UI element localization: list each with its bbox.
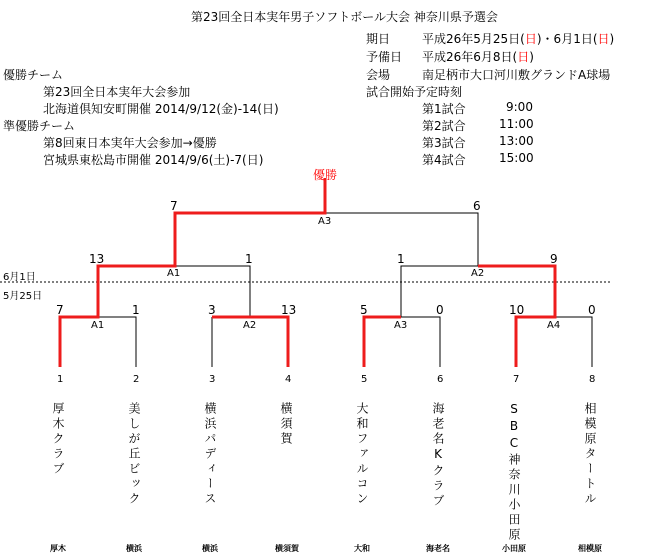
team-3-name: 横浜パディース [203, 402, 217, 507]
team-1-name: 厚木クラブ [51, 402, 65, 477]
venue-value: 南足柄市大口河川敷グランドA球場 [422, 68, 611, 82]
runnerup-heading: 準優勝チーム [3, 119, 76, 133]
winner-line2: 北海道倶知安町開催 2014/9/12(金)-14(日) [43, 102, 279, 116]
team-7-number: 7 [513, 374, 520, 385]
team-5-name: 大和ファルコン [355, 402, 369, 507]
winner-line1: 第23回全日本実年大会参加 [43, 85, 191, 99]
game-1-time: 9:00 [506, 100, 533, 114]
final-score-right: 6 [473, 199, 481, 213]
game-1-label: 第1試合 [422, 102, 466, 116]
semi2-score-right: 9 [550, 252, 558, 266]
team-3-area: 横浜 [202, 544, 218, 553]
team-7-area: 小田原 [502, 544, 526, 553]
team-2-name: 美しが丘ビック [127, 402, 141, 507]
date-may25: 5月25日 [3, 291, 43, 302]
game-4-label: 第4試合 [422, 153, 466, 167]
date-june1: 6月1日 [3, 272, 36, 283]
r1-game4-label: A4 [547, 320, 561, 331]
final-score-left: 7 [170, 199, 178, 213]
game-3-label: 第3試合 [422, 136, 466, 150]
team-1-area: 厚木 [50, 544, 66, 553]
r1-game1-score-right: 1 [132, 303, 140, 317]
game-2-time: 11:00 [499, 117, 534, 131]
r1-game4-score-left: 10 [509, 303, 525, 317]
team-8-number: 8 [589, 374, 596, 385]
dates-label: 期日 [366, 32, 391, 46]
reserve-value: 平成26年6月8日(日) [422, 50, 534, 64]
team-1-number: 1 [57, 374, 64, 385]
r1-game3-score-right: 0 [436, 303, 444, 317]
final-game-label: A3 [318, 216, 332, 227]
team-6-number: 6 [437, 374, 444, 385]
win-path-team-1 [60, 178, 325, 367]
game-2-label: 第2試合 [422, 119, 466, 133]
r1-game3-score-left: 5 [360, 303, 368, 317]
team-4-area: 横須賀 [275, 544, 299, 553]
bracket-line-team-8 [555, 317, 592, 367]
game-4-time: 15:00 [499, 151, 534, 165]
reserve-label: 予備日 [366, 50, 403, 64]
dates-day2: 日 [597, 32, 610, 46]
team-6-area: 海老名 [426, 544, 450, 553]
team-2-number: 2 [133, 374, 140, 385]
team-8-name: 相模原タートル [583, 402, 597, 507]
reserve-day: 日 [517, 50, 530, 64]
page-title: 第23回全日本実年男子ソフトボール大会 神奈川県予選会 [191, 10, 498, 24]
semi2-game-label: A2 [471, 268, 485, 279]
champion-label: 優勝 [313, 168, 338, 182]
team-7-name: SBC神奈川小田原 [507, 402, 521, 543]
r1-game2-label: A2 [243, 320, 257, 331]
dates-value: 平成26年5月25日(日)・6月1日(日) [422, 32, 615, 46]
runnerup-line2: 宮城県東松島市開催 2014/9/6(土)-7(日) [43, 153, 264, 167]
r1-game2-score-right: 13 [281, 303, 297, 317]
r1-game1-label: A1 [91, 320, 105, 331]
start-time-label: 試合開始予定時刻 [366, 85, 463, 99]
semi2-score-left: 1 [397, 252, 405, 266]
r1-game4-score-right: 0 [588, 303, 596, 317]
team-6-name: 海老名Kクラブ [431, 402, 445, 509]
team-2-area: 横浜 [126, 544, 142, 553]
semi1-score-right: 1 [245, 252, 253, 266]
team-4-number: 4 [285, 374, 292, 385]
venue-label: 会場 [366, 68, 391, 82]
team-8-area: 相模原 [578, 544, 602, 553]
r1-game3-label: A3 [394, 320, 408, 331]
dates-day1: 日 [524, 32, 537, 46]
r1-game2-score-left: 3 [208, 303, 216, 317]
team-3-number: 3 [209, 374, 216, 385]
semi1-score-left: 13 [89, 252, 105, 266]
team-5-number: 5 [361, 374, 368, 385]
r1-game1-score-left: 7 [56, 303, 64, 317]
runnerup-line1: 第8回東日本実年大会参加→優勝 [43, 136, 217, 150]
team-5-area: 大和 [354, 544, 370, 553]
team-4-name: 横須賀 [279, 402, 293, 447]
game-3-time: 13:00 [499, 134, 534, 148]
semi1-game-label: A1 [167, 268, 181, 279]
winner-heading: 優勝チーム [3, 68, 64, 82]
